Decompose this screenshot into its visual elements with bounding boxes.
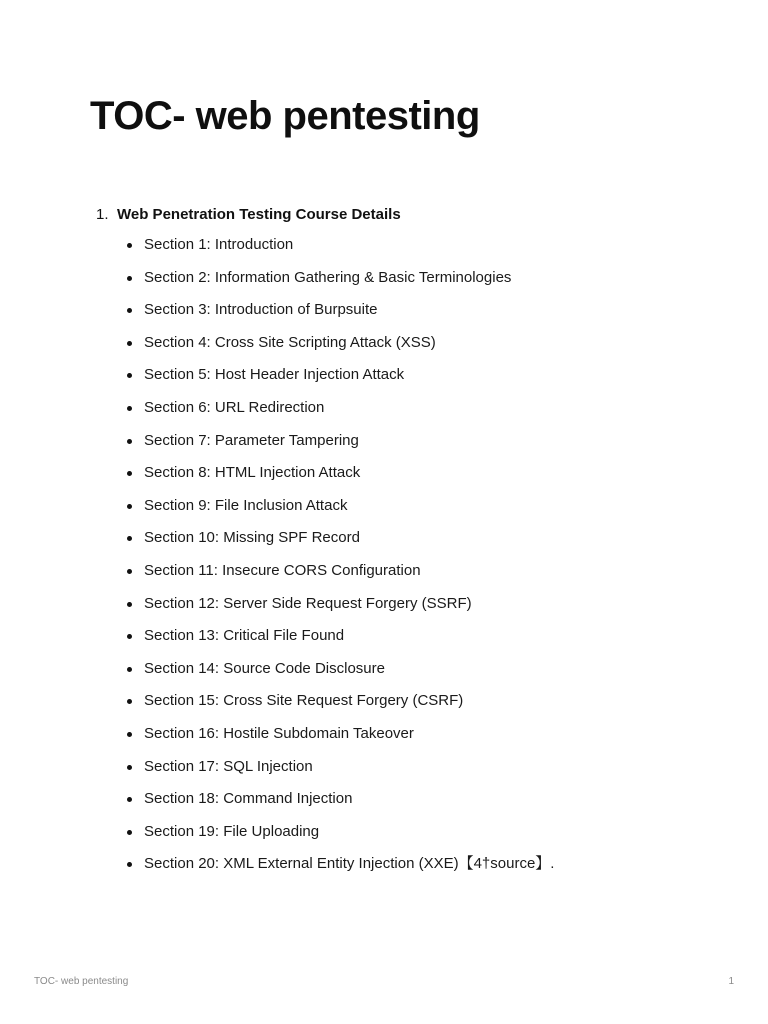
bullet-icon: [127, 276, 132, 281]
bullet-icon: [127, 667, 132, 672]
bullet-icon: [127, 243, 132, 248]
bullet-icon: [127, 373, 132, 378]
section-label: Section 17: SQL Injection: [144, 757, 313, 775]
section-item-5: [96, 364, 716, 397]
section-item-3: [96, 299, 716, 332]
section-label: Section 6: URL Redirection: [144, 398, 325, 416]
section-label: Section 4: Cross Site Scripting Attack (XSS): [144, 333, 436, 351]
section-item-14: [96, 658, 716, 691]
section-item-10: [96, 527, 716, 560]
bullet-icon: [127, 699, 132, 704]
section-item-20: [96, 853, 716, 886]
section-label: Section 3: Introduction of Burpsuite: [144, 301, 378, 319]
section-label: Section 20: XML External Entity Injection (XXE)【4†source】.: [144, 855, 555, 873]
bullet-icon: [127, 308, 132, 313]
section-label: Section 12: Server Side Request Forgery (SSRF): [144, 594, 472, 612]
section-label: Section 19: File Uploading: [144, 822, 320, 840]
bullet-icon: [127, 406, 132, 411]
bullet-icon: [127, 862, 132, 867]
section-item-19: [96, 821, 716, 854]
section-item-7: [96, 430, 716, 463]
section-item-13: [96, 625, 716, 658]
section-item-15: [96, 690, 716, 723]
page-title: TOC- web pentesting: [90, 94, 480, 138]
bullet-icon: [127, 341, 132, 346]
bullet-icon: [127, 634, 132, 639]
bullet-icon: [127, 797, 132, 802]
bullet-icon: [127, 732, 132, 737]
bullet-icon: [127, 504, 132, 509]
section-label: Section 18: Command Injection: [144, 790, 353, 808]
section-item-16: [96, 723, 716, 756]
section-list: [96, 234, 716, 886]
section-item-12: [96, 593, 716, 626]
section-label: Section 5: Host Header Injection Attack: [144, 366, 405, 384]
bullet-icon: [127, 569, 132, 574]
section-item-17: [96, 756, 716, 789]
section-label: Section 1: Introduction: [144, 236, 294, 253]
bullet-icon: [127, 602, 132, 607]
bullet-icon: [127, 471, 132, 476]
footer-document-title: TOC- web pentesting: [34, 976, 129, 987]
table-of-contents: [96, 204, 716, 886]
section-item-18: [96, 788, 716, 821]
section-item-11: [96, 560, 716, 593]
footer-page-number: 1: [728, 976, 734, 987]
bullet-icon: [127, 830, 132, 835]
section-item-4: [96, 332, 716, 365]
section-label: Section 9: File Inclusion Attack: [144, 496, 348, 514]
bullet-icon: [127, 765, 132, 770]
course-details-heading: Web Penetration Testing Course Details: [117, 206, 401, 223]
section-label: Section 10: Missing SPF Record: [144, 529, 360, 547]
section-label: Section 7: Parameter Tampering: [144, 431, 359, 449]
section-item-8: [96, 462, 716, 495]
section-label: Section 15: Cross Site Request Forgery (CSRF): [144, 692, 464, 710]
toc-heading-row: [96, 204, 716, 226]
section-label: Section 11: Insecure CORS Configuration: [144, 561, 421, 579]
bullet-icon: [127, 439, 132, 444]
list-number: 1.: [96, 206, 109, 223]
section-label: Section 13: Critical File Found: [144, 627, 345, 645]
bullet-icon: [127, 536, 132, 541]
section-label: Section 8: HTML Injection Attack: [144, 464, 361, 482]
section-label: Section 14: Source Code Disclosure: [144, 659, 385, 677]
section-label: Section 2: Information Gathering & Basic Terminologies: [144, 268, 512, 286]
section-item-9: [96, 495, 716, 528]
section-item-6: [96, 397, 716, 430]
section-item-1: [96, 234, 716, 267]
section-label: Section 16: Hostile Subdomain Takeover: [144, 724, 414, 742]
section-item-2: [96, 267, 716, 300]
